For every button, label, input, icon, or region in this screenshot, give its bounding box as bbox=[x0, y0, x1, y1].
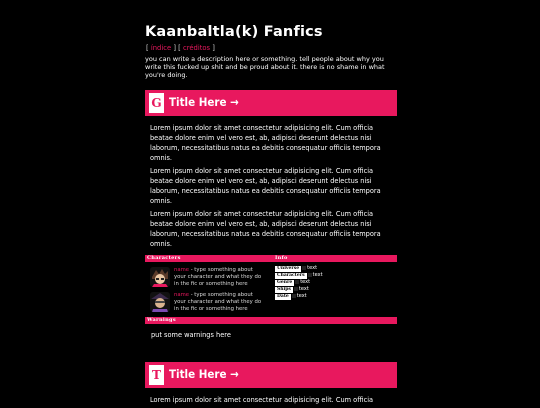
fic-letter-badge: T bbox=[149, 365, 164, 385]
nav-credits-link[interactable]: créditos bbox=[182, 44, 211, 52]
site-description: you can write a description here or something. tell people about why you write this fucked up shit and be proud about it. there is no shame in what you're doing. bbox=[145, 55, 385, 79]
fic-summary bbox=[145, 116, 397, 249]
info-key: Universe bbox=[277, 266, 300, 271]
info-key: Genre bbox=[277, 280, 293, 285]
nav-separator: ] [ bbox=[173, 44, 181, 52]
character-description bbox=[174, 267, 266, 288]
character-name: name bbox=[174, 292, 190, 298]
fic-title-link[interactable]: Title Here → bbox=[169, 95, 239, 109]
fic-title-link[interactable]: Title Here → bbox=[169, 367, 239, 381]
fic-header bbox=[145, 90, 397, 116]
fic-paragraph: Lorem ipsum dolor sit amet consectetur adipisicing elit. Cum officia beatae dolore enim vel vero est, ab, adipisci deserunt delectus nisi laborum, necessitatibus natus ea debitis consequatur officiis tempora omnis. bbox=[150, 210, 381, 248]
nav-bracket: ] bbox=[212, 44, 215, 52]
characters-label: Characters bbox=[147, 255, 181, 261]
site-title: Kaanbaltla(k) Fanfics bbox=[145, 24, 323, 40]
fic-summary bbox=[145, 388, 397, 405]
character-avatar bbox=[150, 292, 170, 312]
character-entry bbox=[150, 267, 270, 289]
info-value: text bbox=[298, 286, 309, 292]
nav-index-link[interactable]: índice bbox=[150, 44, 172, 52]
fic-entry bbox=[145, 90, 397, 346]
info-value: text bbox=[300, 279, 311, 285]
info-row bbox=[275, 286, 395, 293]
fic-entry bbox=[145, 362, 397, 408]
nav-bracket: [ bbox=[146, 44, 149, 52]
info-key: Ships bbox=[277, 287, 291, 292]
info-value: text bbox=[307, 265, 318, 271]
character-name: name bbox=[174, 267, 190, 273]
fic-paragraph: Lorem ipsum dolor sit amet consectetur adipisicing elit. Cum officia bbox=[150, 396, 374, 404]
info-list bbox=[275, 265, 395, 300]
info-value: text bbox=[312, 272, 323, 278]
characters-info-bar bbox=[145, 255, 397, 262]
info-row bbox=[275, 272, 395, 279]
character-text: - type something about your character and what they do in the fic or something here bbox=[174, 292, 262, 312]
character-entry bbox=[150, 292, 270, 314]
fic-paragraph: Lorem ipsum dolor sit amet consectetur adipisicing elit. Cum officia beatae dolore enim vel vero est, ab, adipisci deserunt delectus nisi laborum, necessitatibus natus ea debitis consequatur officiis tempora omnis. bbox=[150, 124, 381, 162]
warnings-label: Warnings bbox=[145, 317, 397, 324]
fic-letter-badge: G bbox=[149, 93, 164, 113]
fic-header bbox=[145, 362, 397, 388]
info-row bbox=[275, 279, 395, 286]
info-key: Characters bbox=[277, 273, 305, 278]
character-description bbox=[174, 292, 266, 313]
characters-section bbox=[145, 262, 397, 317]
info-row bbox=[275, 293, 395, 300]
info-value: text bbox=[296, 293, 307, 299]
top-nav bbox=[146, 44, 215, 52]
character-text: - type something about your character and what they do in the fic or something here bbox=[174, 267, 262, 287]
info-row bbox=[275, 265, 395, 272]
character-avatar bbox=[150, 267, 170, 287]
info-key: Date bbox=[277, 294, 289, 299]
warnings-text: put some warnings here bbox=[151, 331, 231, 339]
fic-paragraph: Lorem ipsum dolor sit amet consectetur adipisicing elit. Cum officia beatae dolore enim vel vero est, ab, adipisci deserunt delectus nisi laborum, necessitatibus natus ea debitis consequatur officiis tempora omnis. bbox=[150, 167, 381, 205]
info-label: Info bbox=[275, 255, 288, 261]
